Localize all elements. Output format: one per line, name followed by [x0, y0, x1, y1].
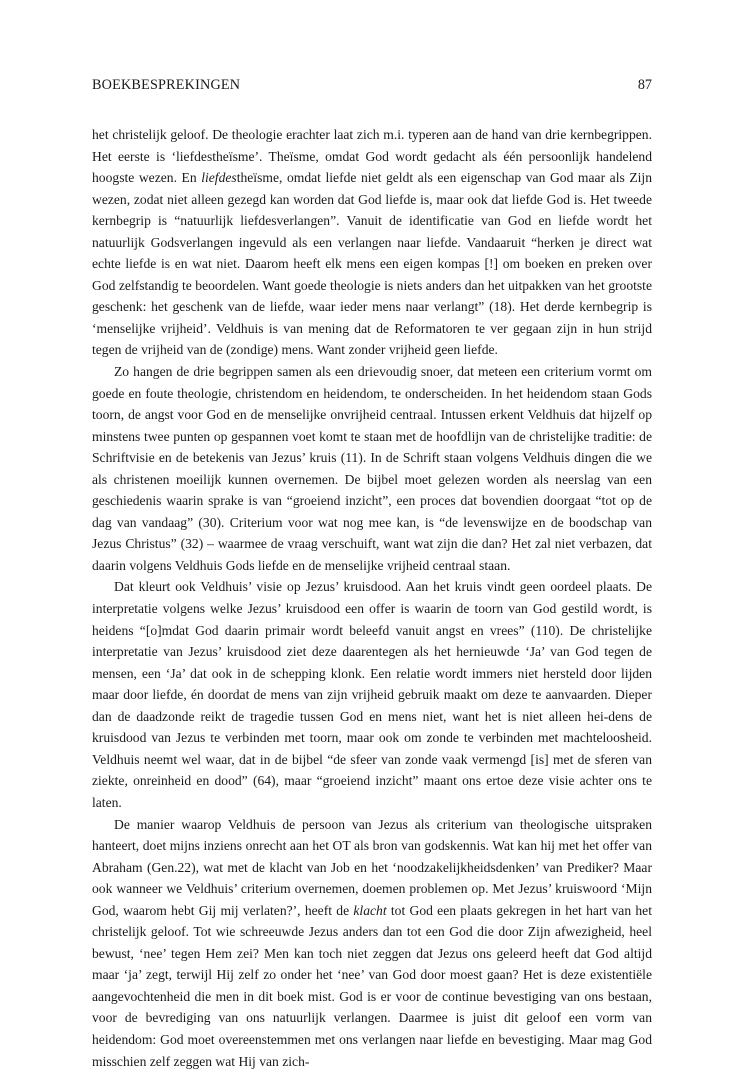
paragraph [92, 576, 652, 813]
running-header [92, 77, 652, 99]
section-title: BOEKBESPREKINGEN [92, 77, 240, 94]
page-number: 87 [638, 77, 652, 94]
emphasis-text: klacht [353, 903, 386, 918]
text-run: het christelijk geloof. De theologie erachter laat zich m.i. typeren aan de hand van drie kernbegrippen. Het eerste is ‘liefdestheïsme’. Theïsme, omdat God wordt gedacht als één persoonlijk handelend hoogste wezen. En [92, 127, 652, 185]
text-run: theïsme, omdat liefde niet geldt als een eigenschap van God maar als Zijn wezen, zodat niet alleen gezegd kan worden dat God liefde is, maar ook dat liefde God is. Het tweede kernbegrip is “natuurlijk liefdesverlangen”. Vanuit de identificatie van God en liefde wordt het natuurlijk Godsverlangen ingevuld als een verlangen naar liefde. Vandaaruit “herken je direct wat echte liefde is en wat niet. Daarom heeft elk mens een eigen kompas [!] om boeken en preken over God zelfstandig te beoordelen. Want goede theologie is niets anders dan het uitpakken van het grootste geschenk: het geschenk van de liefde, waar ieder mens naar verlangt” (18). Het derde kernbegrip is ‘menselijke vrijheid’. Veldhuis is van mening dat de Reformatoren te ver gegaan zijn in hun strijd tegen de vrijheid van de (zondige) mens. Want zonder vrijheid geen liefde. [92, 170, 652, 357]
text-run: tot God een plaats gekregen in het hart van het christelijk geloof. Tot wie schreeuwde Jezus anders dan tot een God die door Zijn afwezigheid, heel bewust, ‘nee’ tegen Hem zei? Men kan toch niet zeggen dat Jezus ons geleerd heeft dat God altijd maar ‘ja’ zegt, terwijl Hij zelf zo onder het ‘nee’ van God door moest gaan? Het is deze existentiële aangevochtenheid die men in dit boek mist. God is er voor de continue bevestiging van ons bestaan, voor de bevrediging van ons natuurlijk verlangen. Daarmee is juist dit geloof een vorm van heidendom: God moet overeenstemmen met ons verlangen naar liefde en bevestiging. Maar mag God misschien zelf zeggen wat Hij van zich- [92, 903, 652, 1069]
paragraph [92, 361, 652, 576]
article-body [92, 124, 652, 1072]
emphasis-text: liefdes [201, 170, 237, 185]
paragraph [92, 814, 652, 1072]
text-run: Dat kleurt ook Veldhuis’ visie op Jezus’ kruisdood. Aan het kruis vindt geen oordeel plaats. De interpretatie volgens welke Jezus’ kruisdood een offer is waarin de toorn van God gestild wordt, is heidens “[o]mdat God daarin primair wordt beleefd vanuit angst en vrees” (110). De christelijke interpretatie van Jezus’ kruisdood ziet deze daarentegen als het hernieuwde ‘Ja’ van God tegen de mensen, een ‘Ja’ dat ook in de schepping klonk. Een relatie wordt immers niet hersteld door lijden maar door liefde, én doordat de mens van zijn vrijheid gebruik maakt om deze te aanvaarden. Dieper dan de daadzonde reikt de tragedie tussen God en mens niet, want het is niet alleen hei-dens de kruisdood van Jezus te verbinden met toorn, maar ook om zonde te verbinden met machteloosheid. Veldhuis neemt wel waar, dat in de bijbel “de sfeer van zonde vaak vermengd [is] met de sferen van ziekte, onreinheid en dood” (64), maar “groeiend inzicht” maant ons ertoe deze visie achter ons te laten. [92, 579, 652, 809]
text-run: De manier waarop Veldhuis de persoon van Jezus als criterium van theologische uitspraken hanteert, doet mijns inziens onrecht aan het OT als bron van godskennis. Wat kan hij met het offer van Abraham (Gen.22), wat met de klacht van Job en het ‘noodzakelijkheidsdenken’ van Prediker? Maar ook wanneer we Veldhuis’ criterium overnemen, doemen problemen op. Met Jezus’ kruiswoord ‘Mijn God, waarom hebt Gij mij verlaten?’, heeft de [92, 817, 652, 918]
text-run: Zo hangen de drie begrippen samen als een drievoudig snoer, dat meteen een criterium vormt om goede en foute theologie, christendom en heidendom, te onderscheiden. In het heidendom staan Gods toorn, de angst voor God en de menselijke onvrijheid centraal. Intussen erkent Veldhuis dat hijzelf op minstens twee punten op gespannen voet komt te staan met de hoofdlijn van de christelijke traditie: de Schriftvisie en de betekenis van Jezus’ kruis (11). In de Schrift staan volgens Veldhuis dingen die we als christenen moeilijk kunnen overnemen. De bijbel moet gelezen worden als neerslag van een geschiedenis waarin sprake is van “groeiend inzicht”, een proces dat bovendien doorgaat “tot op de dag van vandaag” (30). Criterium voor wat nog mee kan, is “de levenswijze en de boodschap van Jezus Christus” (32) – waarmee de vraag verschuift, want wat zijn die dan? Het zal niet verbazen, dat daarin volgens Veldhuis Gods liefde en de menselijke vrijheid centraal staan. [92, 364, 652, 573]
paragraph [92, 124, 652, 361]
